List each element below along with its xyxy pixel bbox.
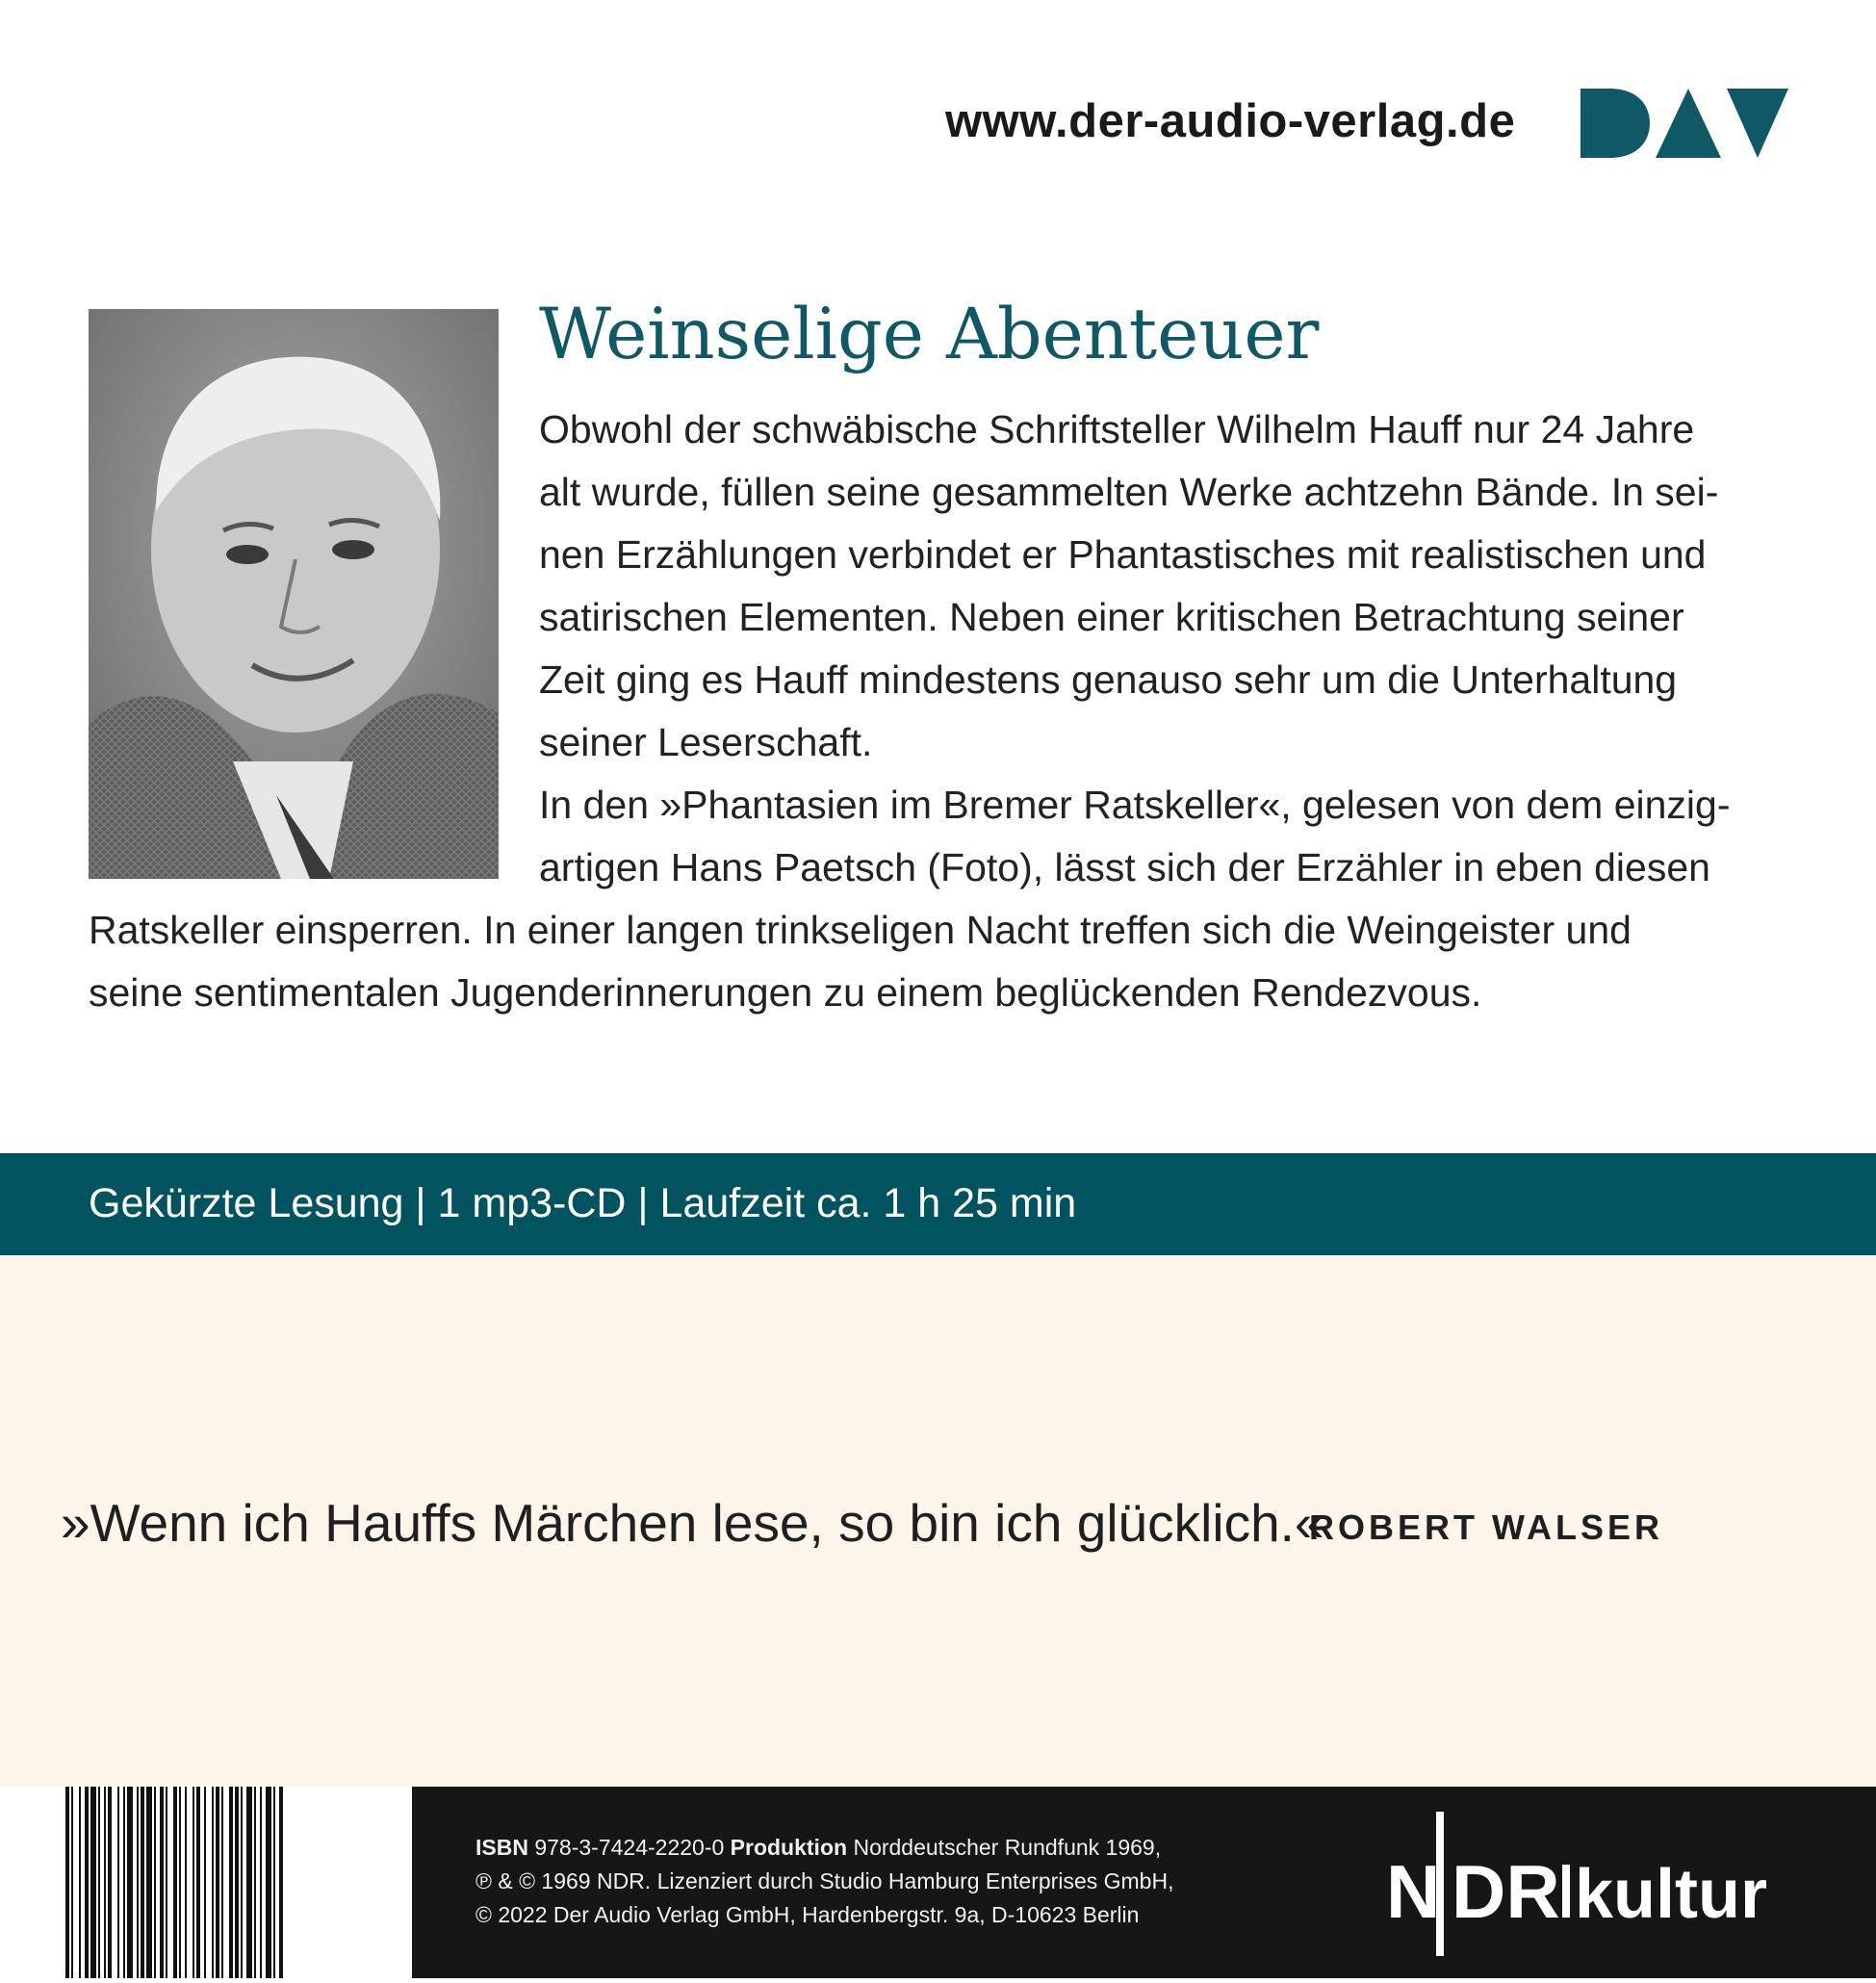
body-line: In den »Phantasien im Bremer Ratskeller«, gelesen von dem einzig- (539, 783, 1731, 827)
footer-line-address: © 2022 Der Audio Verlag GmbH, Hardenbergstr. 9a, D-10623 Berlin (475, 1902, 1140, 1927)
svg-text:kultur: kultur (1575, 1856, 1768, 1933)
headline: Weinselige Abenteuer (539, 294, 1320, 375)
isbn-label: ISBN (475, 1835, 528, 1860)
body-line: seiner Leserschaft. (539, 720, 873, 764)
body-line: artigen Hans Paetsch (Foto), lässt sich der Erzähler in eben diesen (539, 845, 1710, 889)
barcode-bar (204, 1787, 206, 1978)
barcode-bar (141, 1787, 144, 1978)
body-line: nen Erzählungen verbindet er Phantastisches mit realistischen und (539, 532, 1707, 577)
barcode-bar (137, 1787, 139, 1978)
isbn-value: 978-3-7424-2220-0 (534, 1835, 725, 1860)
svg-text:DR: DR (1452, 1849, 1560, 1934)
barcode-bar (212, 1787, 214, 1978)
dav-logo (1580, 89, 1788, 158)
barcode-bar (108, 1787, 112, 1978)
barcode-bar (196, 1787, 200, 1978)
barcode-bar (254, 1787, 256, 1978)
svg-text:N: N (1386, 1849, 1441, 1934)
barcode-bar (146, 1787, 152, 1978)
product-info: Gekürzte Lesung | 1 mp3-CD | Laufzeit ca. 1 h 25 min (89, 1180, 1077, 1226)
barcode (64, 1787, 381, 1978)
barcode-bar (98, 1787, 100, 1978)
barcode-bar (235, 1787, 239, 1978)
barcode-bar (123, 1787, 125, 1978)
body-line: seine sentimentalen Jugenderinnerungen zu einem beglückenden Rendezvous. (89, 970, 1482, 1015)
footer-line-isbn (475, 1835, 1161, 1861)
barcode-bar (221, 1787, 223, 1978)
barcode-bar (216, 1787, 219, 1978)
ndr-kultur-logo (1386, 1812, 1790, 1956)
barcode-bar (79, 1787, 81, 1978)
barcode-bar (85, 1787, 89, 1978)
barcode-bar (117, 1787, 119, 1978)
barcode-bar (246, 1787, 252, 1978)
barcode-bar (173, 1787, 177, 1978)
body-line: satirischen Elementen. Neben einer kritischen Betrachtung seiner (539, 595, 1684, 639)
barcode-bar (279, 1787, 283, 1978)
author-photo (89, 309, 499, 879)
barcode-bar (229, 1787, 233, 1978)
barcode-bar (65, 1787, 69, 1978)
barcode-bar (241, 1787, 243, 1978)
produktion-label: Produktion (730, 1835, 848, 1860)
barcode-bar (185, 1787, 187, 1978)
barcode-bar (193, 1787, 194, 1978)
publisher-url[interactable]: www.der-audio-verlag.de (945, 95, 1516, 147)
barcode-bar (179, 1787, 181, 1978)
quote-text: »Wenn ich Hauffs Märchen lese, so bin ich glücklich.« (61, 1493, 1324, 1553)
body-line: alt wurde, füllen seine gesammelten Werke achtzehn Bände. In sei- (539, 470, 1719, 514)
barcode-bar (71, 1787, 73, 1978)
barcode-bar (166, 1787, 167, 1978)
produktion-value: Norddeutscher Rundfunk 1969, (853, 1835, 1162, 1860)
barcode-bar (266, 1787, 271, 1978)
barcode-bar (90, 1787, 96, 1978)
barcode-bar (260, 1787, 262, 1978)
footer-line-copyright: ℗ & © 1969 NDR. Lizenziert durch Studio Hamburg Enterprises GmbH, (475, 1868, 1174, 1893)
body-line: Obwohl der schwäbische Schriftsteller Wilhelm Hauff nur 24 Jahre (539, 407, 1695, 451)
barcode-bar (273, 1787, 275, 1978)
barcode-bar (104, 1787, 106, 1978)
body-line: Zeit ging es Hauff mindestens genauso sehr um die Unterhaltung (539, 657, 1678, 702)
barcode-bar (127, 1787, 133, 1978)
quote-author: ROBERT WALSER (1309, 1507, 1664, 1547)
barcode-bar (154, 1787, 156, 1978)
barcode-bar (160, 1787, 164, 1978)
body-line: Ratskeller einsperren. In einer langen trinkseligen Nacht treffen sich die Weingeister und (89, 908, 1632, 952)
